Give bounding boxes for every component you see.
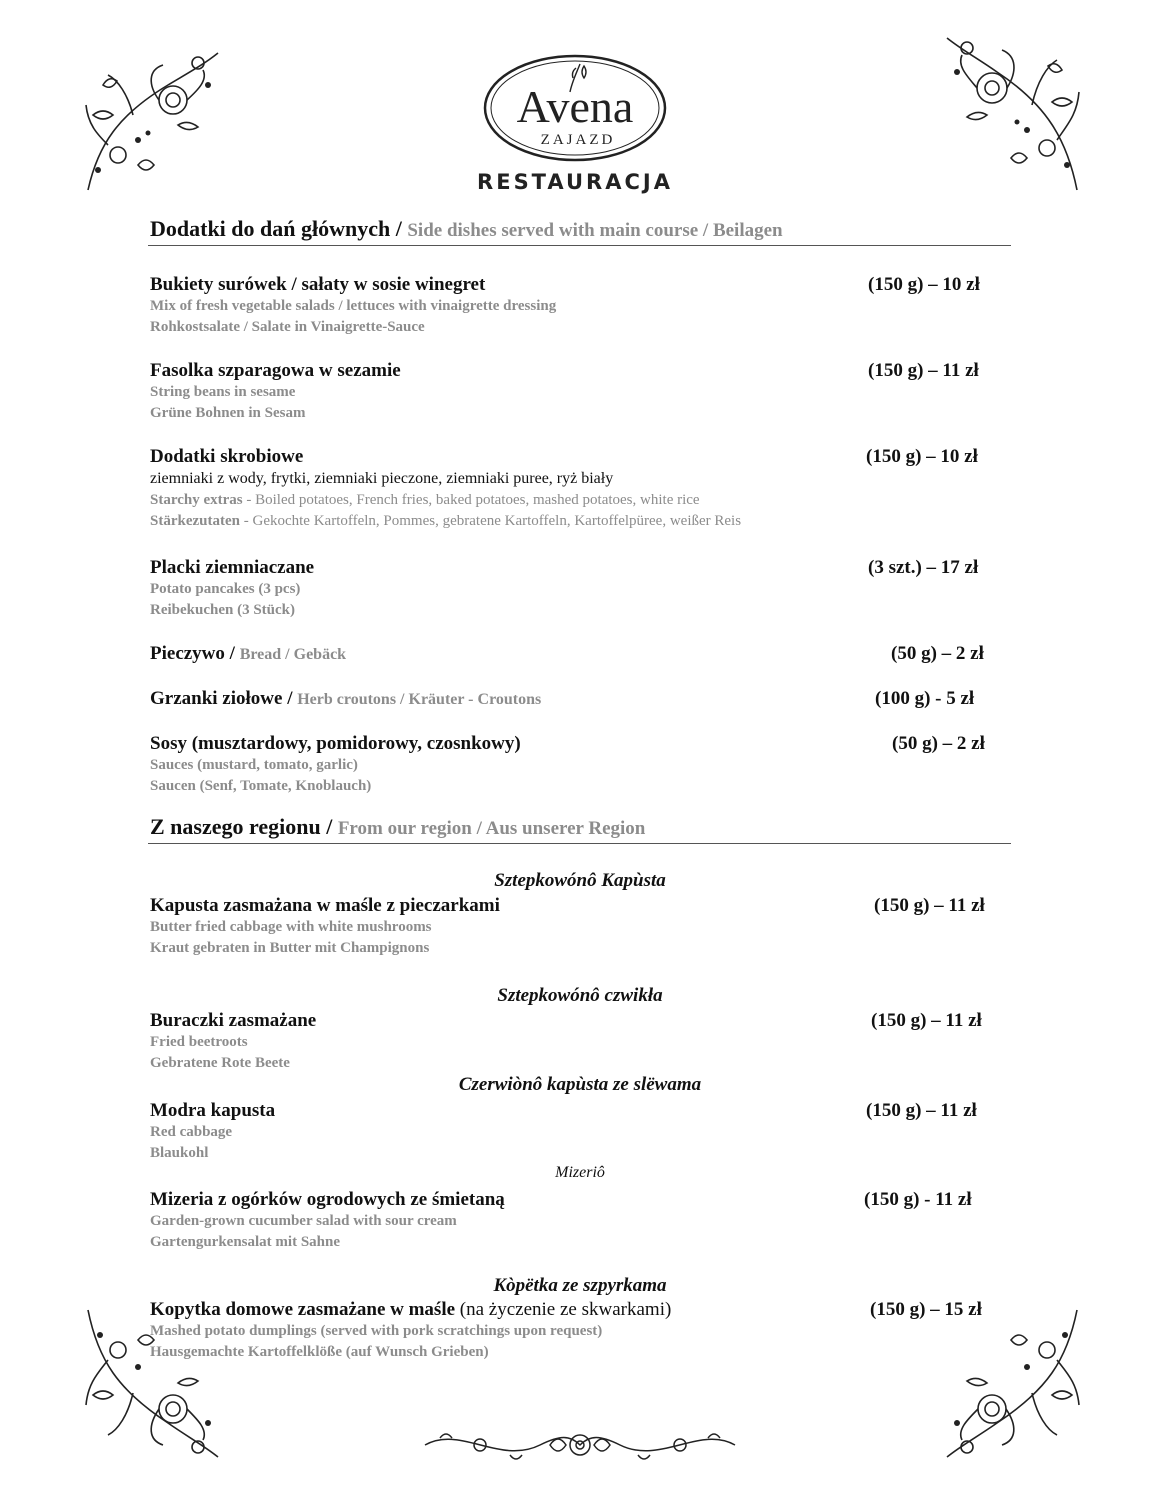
menu-item: Buraczki zasmażane Fried beetroots Gebratene Rote Beete (150 g) – 11 zł: [150, 1010, 982, 1071]
menu-item: Placki ziemniaczane Potato pancakes (3 pcs) Reibekuchen (3 Stück) (3 szt.) – 17 zł: [150, 557, 979, 618]
item-price: (50 g) – 2 zł: [892, 733, 985, 754]
item-price: (150 g) – 15 zł: [870, 1299, 982, 1320]
item-price: (150 g) – 10 zł: [868, 274, 980, 295]
kashubian-name: Kòpëtka ze szpyrkama: [493, 1275, 667, 1296]
menu-item: Bukiety surówek / sałaty w sosie winegret Mix of fresh vegetable salads / lettuces with vinaigrette dressing Rohkostsalate / Salate in Vinaigrette-Sauce (150 g) – 10 zł: [150, 274, 980, 335]
floral-ornament-top-right: [937, 30, 1087, 195]
item-price: (150 g) – 10 zł: [866, 446, 978, 467]
menu-item: Kapusta zasmażana w maśle z pieczarkami Butter fried cabbage with white mushrooms Kraut gebraten in Butter mit Champignons (150 g) – 11 zł: [150, 895, 985, 956]
item-price: (150 g) – 11 zł: [866, 1100, 977, 1121]
avena-logo: [480, 52, 670, 164]
menu-item: Grzanki ziołowe / Herb croutons / Kräuter - Croutons (100 g) - 5 zł: [150, 688, 975, 709]
logo-subtext: ZAJAZD: [540, 132, 616, 148]
menu-item: Kopytka domowe zasmażane w maśle (na życzenie ze skwarkami) Mashed potato dumplings (served with pork scratchings upon request) Hausgemachte Kartoffelklöße (auf Wunsch Grieben) (150 g) – 15 zł: [150, 1299, 982, 1360]
item-price: (150 g) - 11 zł: [864, 1189, 972, 1210]
section-divider: [148, 245, 1011, 246]
floral-border-ornament-bottom: [420, 1420, 740, 1470]
kashubian-name: Sztepkowónô czwikła: [497, 985, 663, 1006]
section-title-regional: Z naszego regionu / From our region / Aus unserer Region: [150, 814, 646, 839]
kashubian-name: Mizeriô: [555, 1164, 605, 1181]
item-price: (150 g) – 11 zł: [871, 1010, 982, 1031]
floral-ornament-top-left: [78, 45, 223, 195]
page-subtitle: RESTAURACJA: [477, 170, 673, 194]
kashubian-name: Czerwiònô kapùsta ze slëwama: [458, 1074, 702, 1095]
menu-item: Mizeria z ogórków ogrodowych ze śmietaną Garden-grown cucumber salad with sour cream Gartengurkensalat mit Sahne (150 g) - 11 zł: [150, 1189, 972, 1250]
menu-item: Dodatki skrobiowe ziemniaki z wody, frytki, ziemniaki pieczone, ziemniaki puree, ryż biały Starchy extras - Boiled potatoes, French fries, baked potatoes, mashed potatoes, white rice Stärkezutaten - Gekochte Kartoffeln, Pommes, gebratene Kartoffeln, Kartoffelpüree, weißer Reis (150 g) – 10 zł: [150, 446, 978, 529]
menu-item: Pieczywo / Bread / Gebäck (50 g) – 2 zł: [150, 643, 984, 664]
item-price: (3 szt.) – 17 zł: [868, 557, 979, 578]
item-price: (150 g) – 11 zł: [868, 360, 979, 381]
item-price: (100 g) - 5 zł: [875, 688, 975, 709]
section-title-side-dishes: Dodatki do dań głównych / Side dishes served with main course / Beilagen: [150, 216, 783, 241]
kashubian-name: Sztepkowónô Kapùsta: [494, 870, 666, 891]
section-divider: [148, 843, 1011, 844]
menu-item: Sosy (musztardowy, pomidorowy, czosnkowy) Sauces (mustard, tomato, garlic) Saucen (Senf, Tomate, Knoblauch) (50 g) – 2 zł: [150, 733, 985, 794]
menu-item: Modra kapusta Red cabbage Blaukohl (150 g) – 11 zł: [150, 1100, 977, 1161]
item-price: (150 g) – 11 zł: [874, 895, 985, 916]
item-price: (50 g) – 2 zł: [891, 643, 984, 664]
logo-wordmark: Avena: [516, 81, 634, 132]
menu-item: Fasolka szparagowa w sezamie String beans in sesame Grüne Bohnen in Sesam (150 g) – 11 zł: [150, 360, 979, 421]
